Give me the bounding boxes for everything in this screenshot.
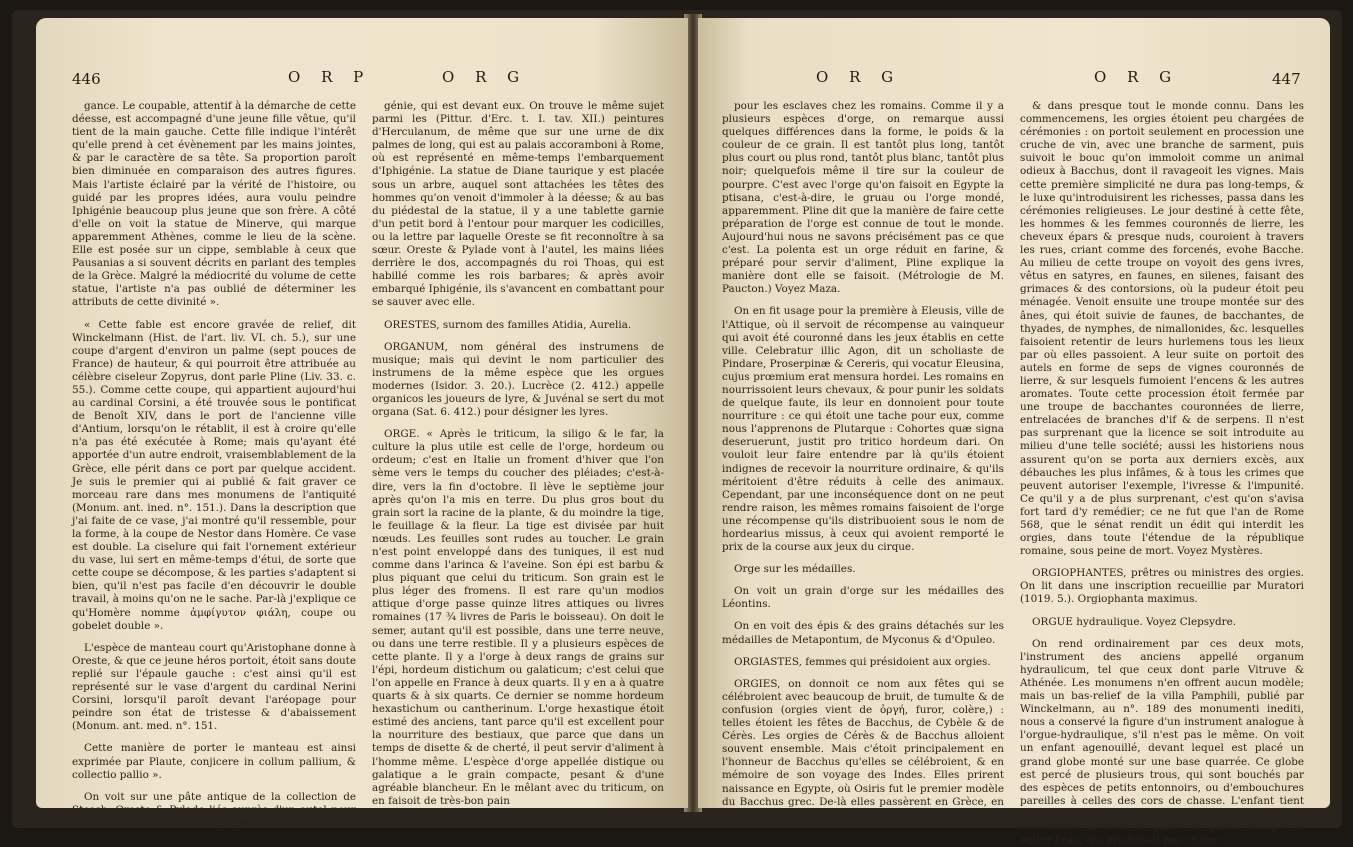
running-head-left: O R G	[816, 68, 902, 86]
right-page-column-2	[1020, 100, 1304, 847]
running-head-right: O R G	[1094, 68, 1180, 86]
paragraph: génie, qui est devant eux. On trouve le même sujet parmi les (Pittur. d'Erc. t. I. tav. XII.) peintures d'Herculanum, de même que sur une urne de dix palmes de long, qui est au palais accoramboni à Rome, où est représenté en même-temps l'embarquement d'Iphigénie. La statue de Diane taurique y est placée sous un arbre, auquel sont attachées les têtes des hommes qu'on venoit d'immoler à la déesse; & au bas du piédestal de la statue, il y a une tablette garnie d'un petit bord à l'entour pour marquer les codicilles, ou la lettre par laquelle Oreste se fit reconnoître à sa sœur. Oreste & Pylade vont à l'autel, les mains liées derrière le dos, accompagnés du roi Thoas, qui est habillé comme les rois barbares; & après avoir embarqué Iphigénie, ils s'avancent en combattant pour se sauver avec elle.	[372, 100, 664, 309]
page-number: 446	[72, 70, 101, 88]
paragraph: & dans presque tout le monde connu. Dans les commencemens, les orgies étoient peu chargées de cérémonies : on portoit seulement en procession une cruche de vin, avec une branche de sarment, puis suivoit le bouc qu'on immoloit comme un animal odieux à Bacchus, dont il ravageoit les vignes. Mais cette première simplicité ne dura pas long-temps, & le luxe qu'introduisirent les richesses, passa dans les cérémonies religieuses. Le jour destiné à cette fête, les hommes & les femmes couronnés de lierre, les cheveux épars & presque nuds, couroient à travers les rues, criant comme des forcenés, evohe Bacche. Au milieu de cette troupe on voyoit des gens ivres, vêtus en satyres, en faunes, en silenes, faisant des grimaces & des contorsions, où la pudeur étoit peu ménagée. Venoit ensuite une troupe montée sur des ânes, qui étoit suivie de faunes, de bacchantes, de thyades, de nymphes, de nimallonides, &c. lesquelles faisoient retentir de leurs hurlemens tous les lieux par où elles passoient. A leur suite on portoit des autels en forme de seps de vignes couronnés de lierre, & sur lesquels fumoient l'encens & les autres aromates. Toute cette procession étoit fermée par une troupe de bacchantes couronnées de lierre, entrelacées de branches d'if & de serpens. Il n'est pas surprenant que la licence se soit introduite au milieu d'une telle société; aussi les historiens nous assurent qu'on se porta aux derniers excès, aux débauches les plus infâmes, & à tous les crimes que peuvent autoriser l'exemple, l'ivresse & l'impunité. Ce qu'il y a de plus surprenant, c'est qu'on s'avisa fort tard d'y remédier; ce ne fut que l'an de Rome 568, que le sénat rendit un édit qui interdit les orgies, dans toute l'étendue de la république romaine, sous peine de mort. Voyez Mystères.	[1020, 100, 1304, 558]
paragraph: On voit un grain d'orge sur les médailles des Léontins.	[722, 585, 1004, 611]
paragraph: ORGUE hydraulique. Voyez Clepsydre.	[1032, 615, 1237, 628]
paragraph: Cette manière de porter le manteau est ainsi exprimée par Plaute, conjicere in collum pallium, & collectio pallio ».	[72, 742, 356, 781]
right-page-column-1	[722, 100, 1004, 821]
paragraph: ORGIOPHANTES, prêtres ou ministres des orgies. On lit dans une inscription recueillie par Muratori (1019. 5.). Orgiophanta maximus.	[1020, 567, 1304, 606]
paragraph: On en voit des épis & des grains détachés sur les médailles de Metapontum, de Myconus & d'Opuleo.	[722, 620, 1004, 646]
right-page	[698, 18, 1330, 847]
paragraph: On voit sur une pâte antique de la collection de Stosch, Oreste & Pylade liés auprès d'un autel pour être sacrifiés à Diane taurique par Iphi-	[72, 790, 356, 829]
paragraph: ORESTES, surnom des familles Atidia, Aurelia.	[384, 318, 632, 331]
paragraph: L'espèce de manteau court qu'Aristophane donne à Oreste, & que ce jeune héros portoit, étoit sans doute replié sur l'épaule gauche : c'est ainsi qu'il est représenté sur le vase d'argent du cardinal Nerini Corsini, lorsqu'il paroît devant l'aréopage pour peindre son état de tristesse & d'abaissement (Monum. ant. med. n°. 151.	[72, 641, 356, 733]
paragraph: « Cette fable est encore gravée de relief, dit Winckelmann (Hist. de l'art. liv. VI. ch. 5.), sur une coupe d'argent d'environ un palme (sept pouces de France) de hauteur, & qui pourroit être attribuée au célèbre ciseleur Zopyrus, dont parle Pline (Liv. 33. c. 55.). Comme cette coupe, qui appartient aujourd'hui au cardinal Corsini, a été trouvée sous le pontificat de Benoît XIV, dans le port de l'ancienne ville d'Antium, lorsqu'on le rétablit, il est à croire qu'elle n'a pas été exécutée à Rome; mais qu'ayant été apportée d'un autre endroit, vraisemblablement de la Grèce, elle périt dans ce port par quelque accident. Je suis le premier qui ai publié & fait graver ce morceau rare dans mes monumens de l'antiquité (Monum. ant. ined. n°. 151.). Dans la description que j'ai faite de ce vase, j'ai montré qu'il ressemble, pour la forme, à la coupe de Nestor dans Homère. Ce vase est double. La ciselure qui fait l'ornement extérieur du vase, lui sert en même-temps d'étui, de sorte que cette coupe se décompose, & les parties s'adaptent si bien, qu'il n'est pas facile d'en découvrir le double travail, à moins qu'on ne le sache. Par-là j'explique ce qu'Homère nomme ἀμφίγυτον φιάλη, coupe ou gobelet double ».	[72, 318, 356, 632]
running-head-right: O R G	[442, 68, 528, 86]
left-page-column-1	[72, 100, 356, 829]
paragraph: On en fit usage pour la première à Eleusis, ville de l'Attique, où il servoit de récompense au vainqueur qui avoit été couronné dans les jeux établis en cette ville. Celebratur illic Agon, dit un scholiaste de Pindare, Proserpinæ & Cereris, qui vocatur Eleusina, cujus prœmium erat mensura hordei. Les romains en nourrissoient leurs chevaux, & pour punir les soldats de quelque faute, ils leur en donnoient pour toute nourriture : ce qui étoit une tache pour eux, comme nous l'apprenons de Plutarque : Cohortes quæ signa deseruerunt, justit pro tritico hordeum dari. On vouloit leur faire entendre par là qu'ils étoient indignes de recevoir la nourriture ordinaire, & qu'ils méritoient d'être réduits à celle des animaux. Cependant, par une inconséquence dont on ne peut rendre raison, les mêmes romains faisoient de l'orge une récompense qu'ils distribuoient sous le nom de hordearius missus, à ceux qui avoient remporté le prix de la course aux jeux du cirque.	[722, 305, 1004, 554]
paragraph: ORGIASTES, femmes qui présidoient aux orgies.	[734, 655, 991, 668]
paragraph: gance. Le coupable, attentif à la démarche de cette déesse, est accompagné d'une jeune fille vêtue, qu'il tient de la main gauche. Cette fille indique l'intérêt qu'elle prend à cet évènement par les mains jointes, & par le caractère de sa tête. Sa proportion paroît bien diminuée en comparaison des autres figures. Mais l'artiste éclairé par la vérité de l'histoire, ou guidé par les propres idées, aura voulu peindre Iphigénie beaucoup plus jeune que son frère. A côté d'elle on voit la statue de Minerve, qui marque apparemment Athènes, comme le lieu de la scène. Elle est posée sur un cippe, semblable à ceux que Pausanias a si souvent décrits en parlant des temples de la Grèce. Malgré la médiocrité du volume de cette statue, l'artiste n'a pas oublié de déterminer les attributs de cette divinité ».	[72, 100, 356, 309]
paragraph: pour les esclaves chez les romains. Comme il y a plusieurs espèces d'orge, on remarque aussi quelques différences dans la forme, le poids & la couleur de ce grain. Il est tantôt plus long, tantôt plus court ou plus rond, tantôt plus blanc, tantôt plus noir; quelquefois même il tire sur la couleur de pourpre. C'est avec l'orge qu'on faisoit en Egypte la ptisana, c'est-à-dire, le gruau ou l'orge mondé, apparemment. Pline dit que la manière de faire cette préparation de l'orge est connue de tout le monde. Aujourd'hui nous ne savons précisément pas ce que c'est. La polenta est un orge réduit en farine, & préparé pour servir d'aliment, Pline explique la manière dont elle se faisoit. (Métrologie de M. Paucton.) Voyez Maza.	[722, 100, 1004, 296]
page-number: 447	[1272, 70, 1301, 88]
paragraph: ORGANUM, nom général des instrumens de musique; mais qui devint le nom particulier des instrumens de la même espèce que les orgues modernes (Isidor. 3. 20.). Lucrèce (2. 412.) appelle organicos les joueurs de lyre, & Juvénal se sert du mot organa (Sat. 6. 412.) pour désigner les lyres.	[372, 340, 664, 419]
left-page-column-2	[372, 100, 664, 807]
paragraph: ORGE. « Après le triticum, la siligo & le far, la culture la plus utile est celle de l'orge, hordeum ou ordeum; c'est en Italie un froment d'hiver que l'on sème vers le temps du coucher des pléiades; c'est-à-dire, vers la fin d'octobre. Il lève le septième jour après qu'on l'a mis en terre. Du plus gros bout du grain sort la racine de la plante, & du moindre la tige, le feuillage & la fleur. La tige est divisée par huit nœuds. Les feuilles sont rudes au toucher. Le grain n'est point enveloppé dans des tuniques, il est nud comme dans l'arinca & l'aveine. Son épi est barbu & plus piquant que celui du triticum. Son grain est le plus léger des fromens. Il est rare qu'un modios attique d'orge passe quinze litres attiques ou livres romaines (17 ¾ livres de Paris le boisseau). On doit le semer, autant qu'il est possible, dans une terre neuve, ou dans une terre restible. Il y a plusieurs espèces de cette plante. Il y a l'orge à deux rangs de grains sur l'épi, hordeum distichum ou galaticum; c'est celui que l'on appelle en France à deux quarts. Il y en a à quatre quarts & à six quarts. Ce dernier se nomme hordeum hexastichum ou cantherinum. L'orge hexastique étoit estimé des anciens, tant parce qu'il est excellent pour la nourriture des bestiaux, que parce que dans un temps de disette & de cherté, il peut servir d'aliment à l'homme même. L'espèce d'orge appellée distique ou galatique a le grain compacte, pesant & d'une agréable blancheur. En le mêlant avec du triticum, on en faisoit de très-bon pain	[372, 428, 664, 807]
running-head-left: O R P	[288, 68, 372, 86]
paragraph: On rend ordinairement par ces deux mots, l'instrument des anciens appellé organum hydraulicum, tel que ceux dont parle Vitruve & Athénée. Les monumens n'en offrent aucun modèle; mais un bas-relief de la villa Pamphili, publié par Winckelmann, au n°. 189 des monumenti inediti, nous a conservé la figure d'un instrument analogue à l'orgue-hydraulique, s'il n'est pas le même. On voit un enfant agenouillé, devant lequel est placé un grand globe monté sur une base quarrée. Ce globe est percé de plusieurs trous, qui sont bouchés par des espèces de petits entonnoirs, ou d'embouchures pareilles à celles des cors de chasse. L'enfant tient un de ces petits tubes de la main gauche. La droite est cachée derrière le globe, & paroît occupée à agiter l'eau, qui produisoit par ce mou-	[1020, 637, 1304, 847]
paragraph: Orge sur les médailles.	[734, 563, 856, 576]
paragraph: ORGIES, on donnoit ce nom aux fêtes qui se célébroient avec beaucoup de bruit, de tumulte & de confusion (orgies vient de ὀργή, furor, colère,) : telles étoient les fêtes de Bacchus, de Cybèle & de Cérès. Les orgies de Cérès & de Bacchus alloient souvent ensemble. Mais c'étoit principalement en l'honneur de Bacchus qu'elles se célébroient, & en mémoire de son voyage des Indes. Elles prirent naissance en Egypte, où Osiris fut le premier modèle du Bacchus grec. De-là elles passèrent en Grèce, en Italie, chez les gaulois,	[722, 677, 1004, 821]
left-page	[36, 18, 688, 829]
